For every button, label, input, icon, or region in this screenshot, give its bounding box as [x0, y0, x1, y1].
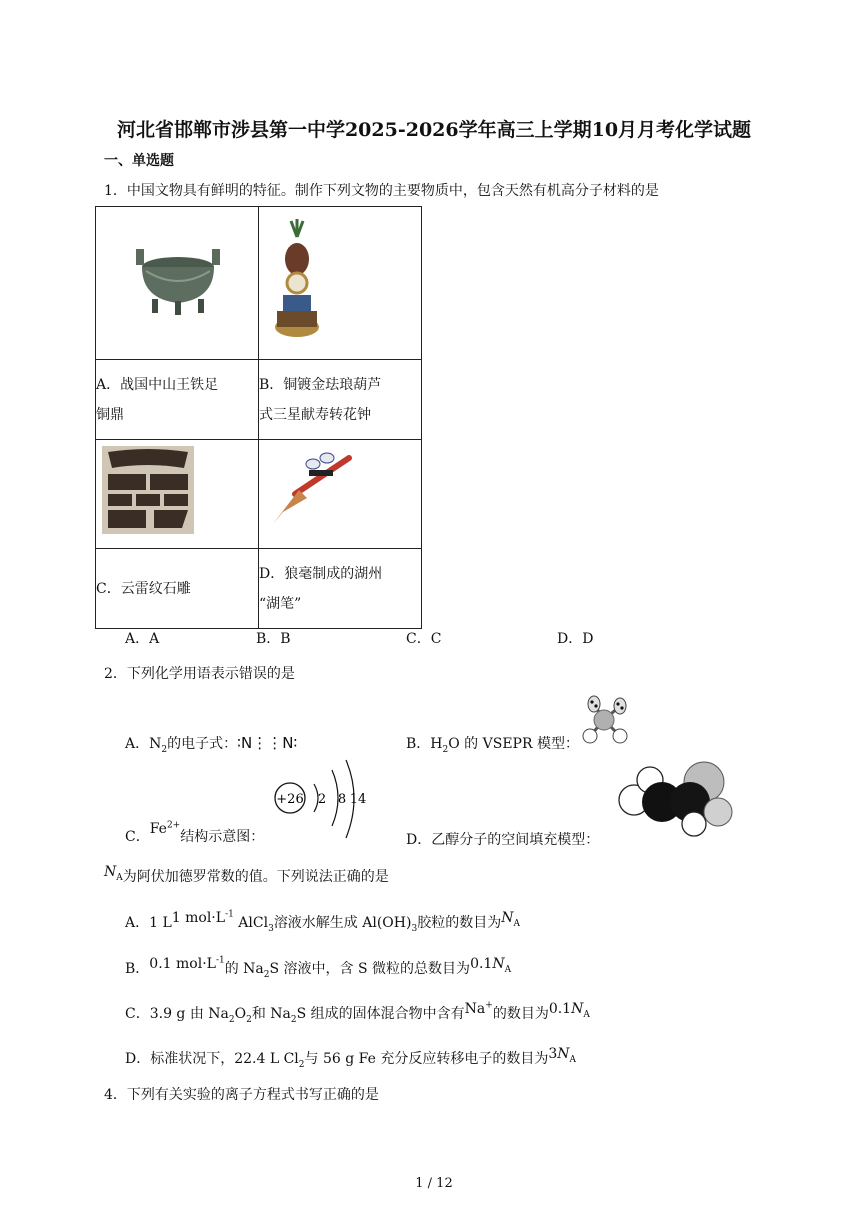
page-number: 1 / 12	[415, 1176, 453, 1191]
q2-option-c: C．$Fe^{2+}$结构示意图：	[125, 820, 265, 845]
image-cell-a	[96, 207, 259, 360]
q1-choice-a: A．A	[125, 631, 160, 647]
q1-choice-b: B．B	[256, 631, 291, 647]
vsepr-model-image	[578, 694, 640, 746]
q3-option-c: C．3.9 g 由 $Na_2O_2$和 $Na_2S$ 组成的固体混合物中含有Na+的数目为$0.1N_A$	[125, 1000, 590, 1025]
stone-carving-image	[96, 440, 258, 544]
shell-2-count: 8	[337, 792, 347, 807]
caption-b: B．铜镀金珐琅葫芦 式三星献寿转花钟	[259, 360, 422, 440]
shell-1-count: 2	[317, 792, 327, 807]
ethanol-space-filling-model	[614, 760, 736, 842]
enamel-clock-image	[259, 207, 421, 355]
question-2-stem: 2．下列化学用语表示错误的是	[104, 666, 295, 682]
caption-c: C．云雷纹石雕	[96, 549, 259, 629]
q2-option-d: D．乙醇分子的空间填充模型：	[406, 832, 600, 848]
q3-option-b: B．0.1 $mol\cdot L^{-1}$的 $Na_2S$ 溶液中，含 S 微粒的总数目为$0.1N_A$	[125, 955, 512, 980]
nucleus-charge: +26	[276, 792, 304, 807]
caption-d: D．狼毫制成的湖州 “湖笔”	[259, 549, 422, 629]
q3-option-d: D．标准状况下，22.4 L $Cl_2$与 56 g Fe 充分反应转移电子的数目为$3N_A$	[125, 1046, 577, 1070]
question-4-stem: 4．下列有关实验的离子方程式书写正确的是	[104, 1087, 379, 1103]
document-title: 河北省邯郸市涉县第一中学2025-2026学年高三上学期10月月考化学试题	[116, 119, 752, 141]
bronze-ding-image	[96, 207, 258, 355]
writing-brush-image	[259, 440, 421, 544]
question-1-table	[95, 206, 422, 629]
question-1-stem: 1．中国文物具有鲜明的特征。制作下列文物的主要物质中，包含天然有机高分子材料的是	[104, 183, 659, 199]
caption-a: A．战国中山王铁足 铜鼎	[96, 360, 259, 440]
section-heading: 一、单选题	[104, 153, 174, 169]
q1-choice-d: D．D	[557, 631, 594, 647]
q2-option-b: B．$H_2O$ 的 VSEPR 模型：	[406, 736, 579, 755]
shell-3-count: 14	[349, 792, 367, 807]
q1-choice-c: C．C	[406, 631, 442, 647]
q3-option-a: A．1 L1 $mol\cdot L^{-1}$ AlCl$_3$溶液水解生成 $Al(OH)_3$胶粒的数目为$N_A$	[125, 909, 520, 934]
q2-option-a: A．$N_2$的电子式：∶N⋮⋮N∶	[125, 734, 298, 755]
image-cell-d	[259, 440, 422, 549]
fe-ion-structure-diagram	[272, 756, 372, 846]
image-cell-c	[96, 440, 259, 549]
question-3-stem: $N_A$为阿伏加德罗常数的值。下列说法正确的是	[104, 864, 389, 885]
image-cell-b	[259, 207, 422, 360]
n2-electron-formula: ∶N⋮⋮N∶	[237, 734, 298, 752]
